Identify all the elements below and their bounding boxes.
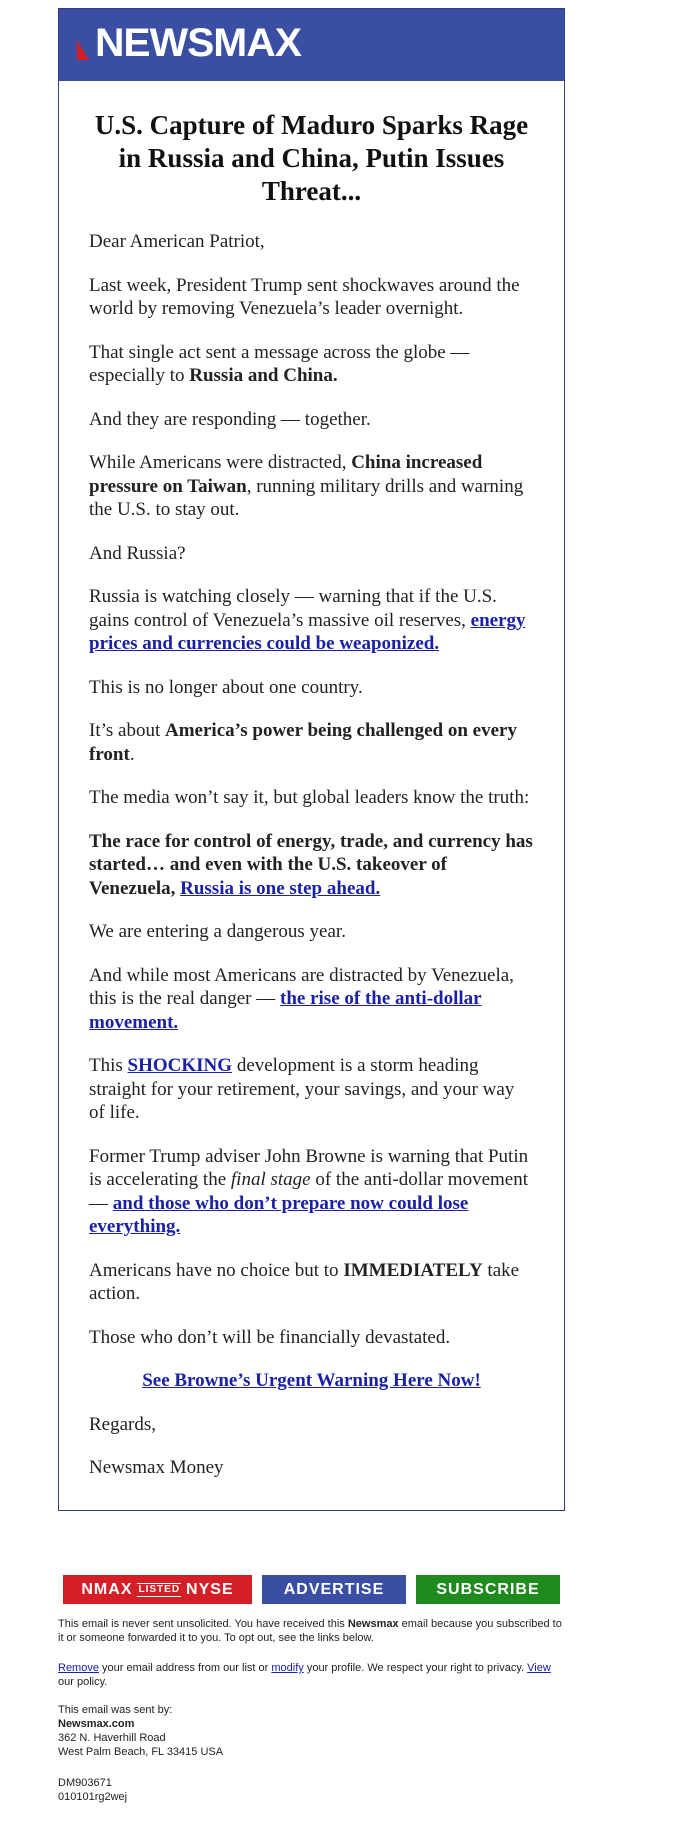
regards: Regards, — [89, 1413, 157, 1435]
address-line-1: 362 N. Haverhill Road — [58, 1732, 166, 1744]
anti-dollar-link[interactable]: the rise of the anti-dollar movement. — [89, 988, 482, 1033]
paragraph: We are entering a dangerous year. — [89, 921, 346, 942]
tracking-codes — [58, 1776, 563, 1804]
nmax-label: NMAX — [81, 1580, 133, 1598]
paragraph: Last week, President Trump sent shockwaves around the world by removing Venezuela’s leader overnight. — [89, 274, 520, 319]
logo-text: NEWSMAX — [94, 21, 301, 65]
privacy-notice: Remove your email address from our list or modify your profile. We respect your right to privacy. View our policy. — [58, 1662, 551, 1688]
energy-prices-link[interactable]: energy prices and currencies could be weaponized. — [89, 609, 526, 654]
paragraph: The race for control of energy, trade, and currency has started… and even with the U.S. takeover of Venezuela, Russia is one step ahead. — [89, 830, 533, 899]
nmax-nyse-button[interactable] — [63, 1575, 252, 1604]
signoff: Newsmax Money — [89, 1457, 224, 1478]
article-content — [59, 81, 564, 1510]
sent-by-label: This email was sent by: — [58, 1704, 173, 1716]
paragraph: And while most Americans are distracted by Venezuela, this is the real danger — the rise of the anti-dollar movement. — [89, 964, 514, 1033]
russia-ahead-link[interactable]: Russia is one step ahead. — [180, 877, 381, 899]
newsmax-logo[interactable] — [77, 23, 299, 63]
paragraph: And they are responding — together. — [89, 408, 371, 430]
paragraph: While Americans were distracted, China increased pressure on Taiwan, running military drills and warning the U.S. to stay out. — [89, 452, 524, 520]
paragraph: The media won’t say it, but global leaders know the truth: — [89, 787, 530, 808]
advertise-button[interactable]: ADVERTISE — [262, 1575, 406, 1604]
address-line-2: West Palm Beach, FL 33415 USA — [58, 1746, 224, 1758]
article-card — [58, 8, 565, 1511]
paragraph: This SHOCKING development is a storm heading straight for your retirement, your savings, and your way of life. — [89, 1055, 515, 1123]
modify-link[interactable]: modify — [271, 1662, 304, 1674]
subscribe-button[interactable]: SUBSCRIBE — [416, 1575, 560, 1604]
greeting: Dear American Patriot, — [89, 231, 265, 252]
code-1: DM903671 — [58, 1777, 112, 1789]
shocking-link[interactable]: SHOCKING — [127, 1055, 233, 1076]
paragraph: This is no longer about one country. — [89, 676, 363, 698]
sender-info — [58, 1703, 563, 1759]
footer-buttons — [63, 1575, 560, 1604]
cta-row — [89, 1369, 534, 1393]
paragraph: Americans have no choice but to IMMEDIATELY take action. — [89, 1259, 520, 1304]
lose-everything-link[interactable]: and those who don’t prepare now could lose everything. — [89, 1192, 469, 1237]
paragraph: And Russia? — [89, 542, 186, 564]
paragraph: Russia is watching closely — warning that if the U.S. gains control of Venezuela’s massive oil reserves, energy prices and currencies could be weaponized. — [89, 586, 526, 654]
nyse-label: NYSE — [186, 1580, 234, 1598]
email-body — [58, 8, 565, 1511]
cta-link[interactable]: See Browne’s Urgent Warning Here Now! — [142, 1370, 481, 1391]
listed-label: LISTED — [138, 1583, 181, 1595]
paragraph: It’s about America’s power being challenged on every front. — [89, 720, 517, 765]
remove-link[interactable]: Remove — [58, 1662, 99, 1674]
code-2: 010101rg2wej — [58, 1791, 128, 1803]
header-banner — [59, 9, 564, 81]
paragraph: Former Trump adviser John Browne is warning that Putin is accelerating the final stage of the anti-dollar movement — and those who don’t prepare now could lose everything. — [89, 1145, 529, 1237]
company-name: Newsmax.com — [58, 1718, 135, 1730]
paragraph: Those who don’t will be financially devastated. — [89, 1326, 451, 1348]
view-policy-link[interactable]: View — [527, 1662, 551, 1674]
headline: U.S. Capture of Maduro Sparks Rage in Russia and China, Putin Issues Threat... — [94, 110, 529, 206]
unsolicited-notice: This email is never sent unsolicited. You have received this Newsmax email because you subscribed to it or someone forwarded it to you. To opt out, see the links below. — [58, 1618, 562, 1644]
paragraph: That single act sent a message across the globe — especially to Russia and China. — [89, 341, 470, 386]
